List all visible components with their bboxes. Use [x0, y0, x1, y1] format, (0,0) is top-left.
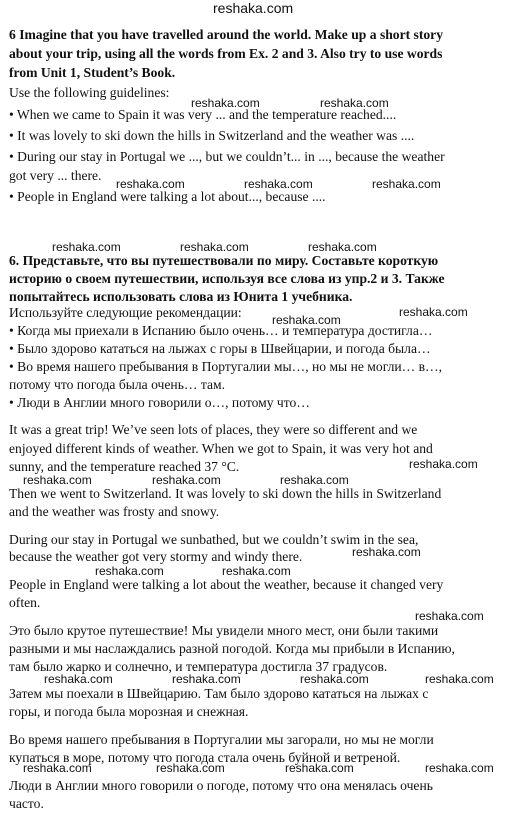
task-ru-guideline-2: • Было здорово кататься на лыжах с горы в Швейцарии, и погода была… [9, 341, 431, 356]
watermark: reshaka.com [180, 240, 249, 254]
task-en-guideline-2: • It was lovely to ski down the hills in Switzerland and the weather was .... [9, 128, 415, 143]
watermark: reshaka.com [352, 545, 421, 559]
task-ru-guideline-1: • Когда мы приехали в Испанию было очень… и температура достигла… [9, 323, 433, 338]
answer-ru-line-7: купаться в море, потому что погода стала очень буйной и ветреной. [9, 750, 401, 765]
watermark: reshaka.com [244, 177, 313, 191]
task-ru-intro: Используйте следующие рекомендации: [9, 305, 242, 320]
task-en-heading-line-1: 6 Imagine that you have travelled around the world. Make up a short story [9, 27, 443, 42]
watermark: reshaka.com [415, 609, 484, 623]
watermark: reshaka.com [52, 240, 121, 254]
task-ru-heading-line-1: 6. Представьте, что вы путешествовали по миру. Составьте короткую [9, 253, 439, 268]
answer-en-line-1: It was a great trip! We’ve seen lots of places, they were so different and we [9, 422, 418, 437]
answer-en-line-5: and the weather was frosty and snowy. [9, 504, 220, 519]
watermark: reshaka.com [213, 0, 294, 16]
answer-en-line-7: because the weather got very stormy and windy there. [9, 549, 303, 564]
watermark: reshaka.com [300, 672, 369, 686]
task-ru-guideline-3: • Во время нашего пребывания в Португалии мы…, но мы не могли… в…, [9, 359, 443, 374]
watermark: reshaka.com [152, 473, 221, 487]
task-en-guideline-3-cont: got very ... there. [9, 168, 102, 183]
answer-en-line-2: enjoyed different kinds of weather. When we got to Spain, it was very hot and [9, 441, 433, 456]
task-en-heading-line-3: from Unit 1, Student’s Book. [9, 65, 176, 80]
watermark: reshaka.com [191, 96, 260, 110]
answer-en-line-6: During our stay in Portugal we sunbathed, but we couldn’t swim in the sea, [9, 532, 419, 547]
watermark: reshaka.com [285, 761, 354, 775]
watermark: reshaka.com [372, 177, 441, 191]
task-en-guideline-3: • During our stay in Portugal we ..., but we couldn’t... in ..., because the weather [9, 149, 445, 164]
task-en-guideline-1: • When we came to Spain it was very ... and the temperature reached.... [9, 107, 397, 122]
watermark: reshaka.com [308, 240, 377, 254]
answer-ru-line-9: часто. [9, 796, 44, 811]
watermark: reshaka.com [320, 96, 389, 110]
task-en-intro: Use the following guidelines: [9, 85, 170, 100]
watermark: reshaka.com [425, 761, 494, 775]
answer-ru-line-1: Это было крутое путешествие! Мы увидели много мест, они были такими [9, 623, 439, 638]
answer-ru-line-3: там было жарко и солнечно, и температура достигла 37 градусов. [9, 659, 388, 674]
task-ru-guideline-4: • Люди в Англии много говорили о…, потому что… [9, 395, 310, 410]
watermark: reshaka.com [280, 473, 349, 487]
task-en-guideline-4: • People in England were talking a lot about..., because .... [9, 189, 326, 204]
watermark: reshaka.com [44, 672, 113, 686]
task-ru-heading-line-2: историю о своем путешествии, используя все слова из упр.2 и 3. Также [9, 271, 445, 286]
watermark: reshaka.com [23, 761, 92, 775]
watermark: reshaka.com [116, 177, 185, 191]
watermark: reshaka.com [222, 564, 291, 578]
watermark: reshaka.com [425, 672, 494, 686]
task-ru-heading-line-3: попытайтесь использовать слова из Юнита 1 учебника. [9, 289, 353, 304]
answer-ru-line-4: Затем мы поехали в Швейцарию. Там было здорово кататься на лыжах с [9, 686, 429, 701]
answer-ru-line-5: горы, и погода была морозная и снежная. [9, 704, 249, 719]
watermark: reshaka.com [409, 457, 478, 471]
answer-ru-line-6: Во время нашего пребывания в Португалии мы загорали, но мы не могли [9, 732, 434, 747]
watermark: reshaka.com [172, 672, 241, 686]
watermark: reshaka.com [95, 564, 164, 578]
answer-en-line-8: People in England were talking a lot about the weather, because it changed very [9, 577, 444, 592]
watermark: reshaka.com [272, 313, 341, 327]
answer-ru-line-2: разными и мы наслаждались разной погодой. Когда мы прибыли в Испанию, [9, 641, 455, 656]
task-ru-guideline-3-cont: потому что погода была очень… там. [9, 377, 226, 392]
watermark: reshaka.com [156, 761, 225, 775]
task-en-heading-line-2: about your trip, using all the words from Ex. 2 and 3. Also try to use words [9, 46, 443, 61]
answer-en-line-9: often. [9, 595, 41, 610]
answer-ru-line-8: Люди в Англии много говорили о погоде, потому что она менялась очень [9, 778, 433, 793]
watermark: reshaka.com [23, 473, 92, 487]
watermark: reshaka.com [399, 305, 468, 319]
answer-en-line-4: Then we went to Switzerland. It was lovely to ski down the hills in Switzerland [9, 486, 442, 501]
answer-en-line-3: sunny, and the temperature reached 37 °C. [9, 459, 240, 474]
